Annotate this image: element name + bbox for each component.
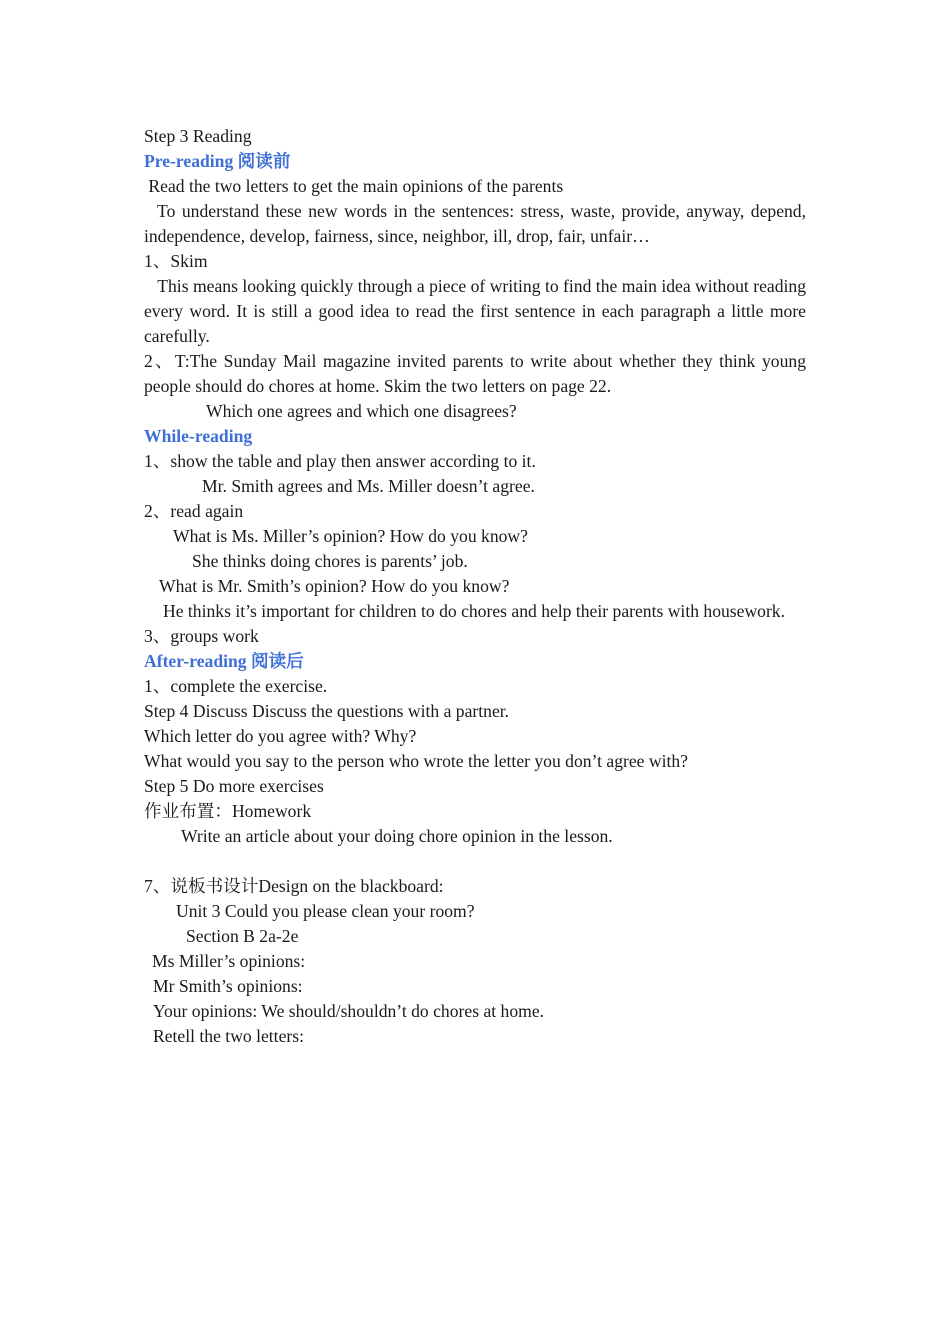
after-reading-heading: After-reading 阅读后 (144, 651, 304, 671)
step4-heading: Step 4 Discuss Discuss the questions with a partner. (144, 701, 510, 721)
blackboard-miller: Ms Miller’s opinions: (152, 951, 306, 971)
miller-question: What is Ms. Miller’s opinion? How do you know? (173, 526, 528, 546)
after-reading-item1: 1、complete the exercise. (144, 676, 328, 696)
homework-text: Write an article about your doing chore opinion in the lesson. (181, 826, 613, 846)
pre-reading-vocab: To understand these new words in the sentences: stress, waste, provide, anyway, depend, independence, develop, fairness, since, neighbor, ill, drop, fair, unfair… (144, 201, 811, 246)
blackboard-retell: Retell the two letters: (153, 1026, 304, 1046)
blackboard-section: Section B 2a-2e (186, 926, 299, 946)
skim-label: 1、Skim (144, 251, 208, 271)
smith-answer: He thinks it’s important for children to do chores and help their parents with housework. (163, 601, 786, 621)
while-reading-item1: 1、show the table and play then answer according to it. (144, 451, 536, 471)
pre-reading-heading: Pre-reading 阅读前 (144, 151, 291, 171)
pre-reading-question: Which one agrees and which one disagrees? (206, 401, 517, 421)
skim-text: This means looking quickly through a piece of writing to find the main idea without reading every word. It is still a good idea to read the first sentence in each paragraph a little more carefully. (144, 276, 811, 346)
step5-heading: Step 5 Do more exercises (144, 776, 324, 796)
miller-answer: She thinks doing chores is parents’ job. (192, 551, 468, 571)
blackboard-heading: 7、说板书设计Design on the blackboard: (144, 876, 444, 896)
pre-reading-item2: 2、T:The Sunday Mail magazine invited parents to write about whether they think young people should do chores at home. Skim the two letters on page 22. (144, 351, 806, 396)
document-body (144, 124, 811, 1049)
while-reading-item2: 2、read again (144, 501, 244, 521)
smith-question: What is Mr. Smith’s opinion? How do you know? (159, 576, 510, 596)
blackboard-unit: Unit 3 Could you please clean your room? (176, 901, 475, 921)
homework-label: 作业布置：Homework (144, 801, 312, 821)
blackboard-yours: Your opinions: We should/shouldn’t do chores at home. (153, 1001, 545, 1021)
while-reading-heading: While-reading (144, 426, 253, 446)
pre-reading-line1: Read the two letters to get the main opinions of the parents (144, 176, 564, 196)
blackboard-smith: Mr Smith’s opinions: (153, 976, 303, 996)
while-reading-answer1: Mr. Smith agrees and Ms. Miller doesn’t agree. (202, 476, 535, 496)
while-reading-item3: 3、groups work (144, 626, 259, 646)
step3-heading: Step 3 Reading (144, 126, 252, 146)
step4-question2: What would you say to the person who wrote the letter you don’t agree with? (144, 751, 688, 771)
step4-question1: Which letter do you agree with? Why? (144, 726, 417, 746)
blank-line (144, 849, 806, 874)
